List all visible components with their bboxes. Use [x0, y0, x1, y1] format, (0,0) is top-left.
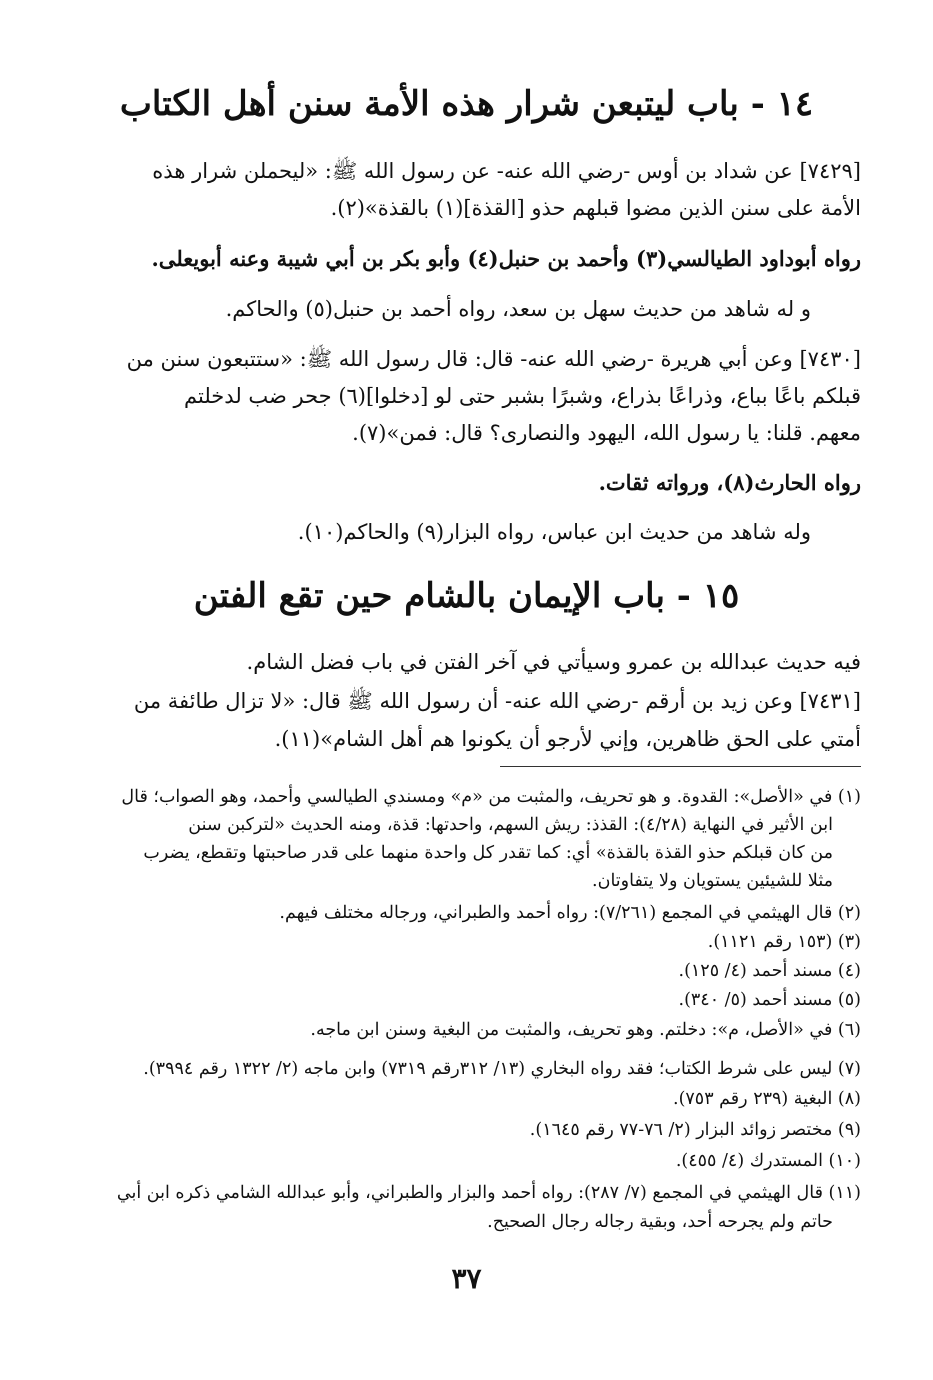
- narration-source-7429: رواه أبوداود الطيالسي(٣) وأحمد بن حنبل(٤) وأبو بكر بن أبي شيبة وعنه أبويعلى.: [151, 246, 861, 271]
- hadith-7430-line-2: قبلكم باعًا بباع، وذراعًا بذراع، وشبرًا بشبر حتى لو [دخلوا](٦) جحر ضب لدخلتم: [184, 384, 861, 408]
- footnote-1-line-4: مثلا للشيئين يستويان ولا يتفاوتان.: [592, 871, 833, 891]
- hadith-7429-line-1: [٧٤٢٩] عن شداد بن أوس -رضي الله عنه- عن رسول الله ﷺ: «ليحملن شرار هذه: [152, 159, 861, 183]
- footnote-10: (١٠) المستدرك (٤/ ٤٥٥).: [675, 1151, 861, 1171]
- footnote-7: (٧) ليس على شرط الكتاب؛ فقد رواه البخاري (١٣/ ٣١٢رقم ٧٣١٩) وابن ماجه (٢/ ١٣٢٢ رقم ٣٩٩٤).: [143, 1059, 861, 1079]
- page-number: ٣٧: [451, 1262, 482, 1295]
- footnote-6: (٦) في «الأصل، م»: دخلتم. وهو تحريف، والمثبت من البغية وسنن ابن ماجه.: [310, 1020, 861, 1040]
- footnote-1-line-2: ابن الأثير في النهاية (٤/٢٨): القذذ: ريش السهم، واحدتها: قذة، ومنه الحديث «لتركبن سنن: [188, 815, 833, 835]
- hadith-7431-line-1: [٧٤٣١] وعن زيد بن أرقم -رضي الله عنه- أن رسول الله ﷺ قال: «لا تزال طائفة من: [133, 689, 861, 713]
- chapter-heading-14: ١٤ - باب ليتبعن شرار هذه الأمة سنن أهل الكتاب: [119, 84, 814, 124]
- hadith-7429-line-2: الأمة على سنن الذين مضوا قبلهم حذو [القذة](١) بالقذة»(٢).: [330, 196, 861, 220]
- footnote-1-line-3: من كان قبلكم حذو القذة بالقذة» أي: كما تقدر كل واحدة منهما على قدر صاحبتها وتقطع، يضرب: [143, 843, 833, 863]
- footnote-11-line-2: حاتم ولم يجرحه أحد، وبقية رجاله رجال الصحيح.: [487, 1212, 833, 1232]
- footnote-1-line-1: (١) في «الأصل»: القدوة. و هو تحريف، والمثبت من «م» ومسندي الطيالسي وأحمد، وهو الصواب؛ قال: [121, 787, 861, 807]
- footnote-3: (٣) (١٥٣ رقم ١١٢١).: [707, 932, 861, 952]
- hadith-7430-line-3: معهم. قلنا: يا رسول الله، اليهود والنصارى؟ قال: فمن»(٧).: [352, 421, 861, 445]
- chapter-15-intro: فيه حديث عبدالله بن عمرو وسيأتي في آخر الفتن في باب فضل الشام.: [246, 650, 861, 674]
- witness-note-7430: وله شاهد من حديث ابن عباس، رواه البزار(٩) والحاكم(١٠).: [297, 520, 811, 544]
- chapter-heading-15: ١٥ - باب الإيمان بالشام حين تقع الفتن: [193, 576, 740, 616]
- footnote-11-line-1: (١١) قال الهيثمي في المجمع (٧/ ٢٨٧): رواه أحمد والبزار والطبراني، وأبو عبدالله الشامي ذكره ابن أبي: [116, 1183, 861, 1203]
- footnote-9: (٩) مختصر زوائد البزار (٢/ ٧٦-٧٧ رقم ١٦٤٥).: [529, 1120, 861, 1140]
- footnote-8: (٨) البغية (٢٣٩ رقم ٧٥٣).: [673, 1089, 861, 1109]
- witness-note-7429: و له شاهد من حديث سهل بن سعد، رواه أحمد بن حنبل(٥) والحاكم.: [225, 297, 811, 321]
- footnote-divider: [500, 766, 861, 767]
- hadith-7431-line-2: أمتي على الحق ظاهرين، وإني لأرجو أن يكونوا هم أهل الشام»(١١).: [274, 727, 861, 751]
- footnote-5: (٥) مسند أحمد (٥/ ٣٤٠).: [678, 990, 861, 1010]
- narration-source-7430: رواه الحارث(٨)، ورواته ثقات.: [598, 470, 861, 495]
- footnote-2: (٢) قال الهيثمي في المجمع (٧/٢٦١): رواه أحمد والطبراني، ورجاله مختلف فيهم.: [279, 903, 861, 923]
- footnote-4: (٤) مسند أحمد (٤/ ١٢٥).: [678, 961, 861, 981]
- hadith-7430-line-1: [٧٤٣٠] وعن أبي هريرة -رضي الله عنه- قال: قال رسول الله ﷺ: «ستتبعون سنن من: [126, 347, 861, 371]
